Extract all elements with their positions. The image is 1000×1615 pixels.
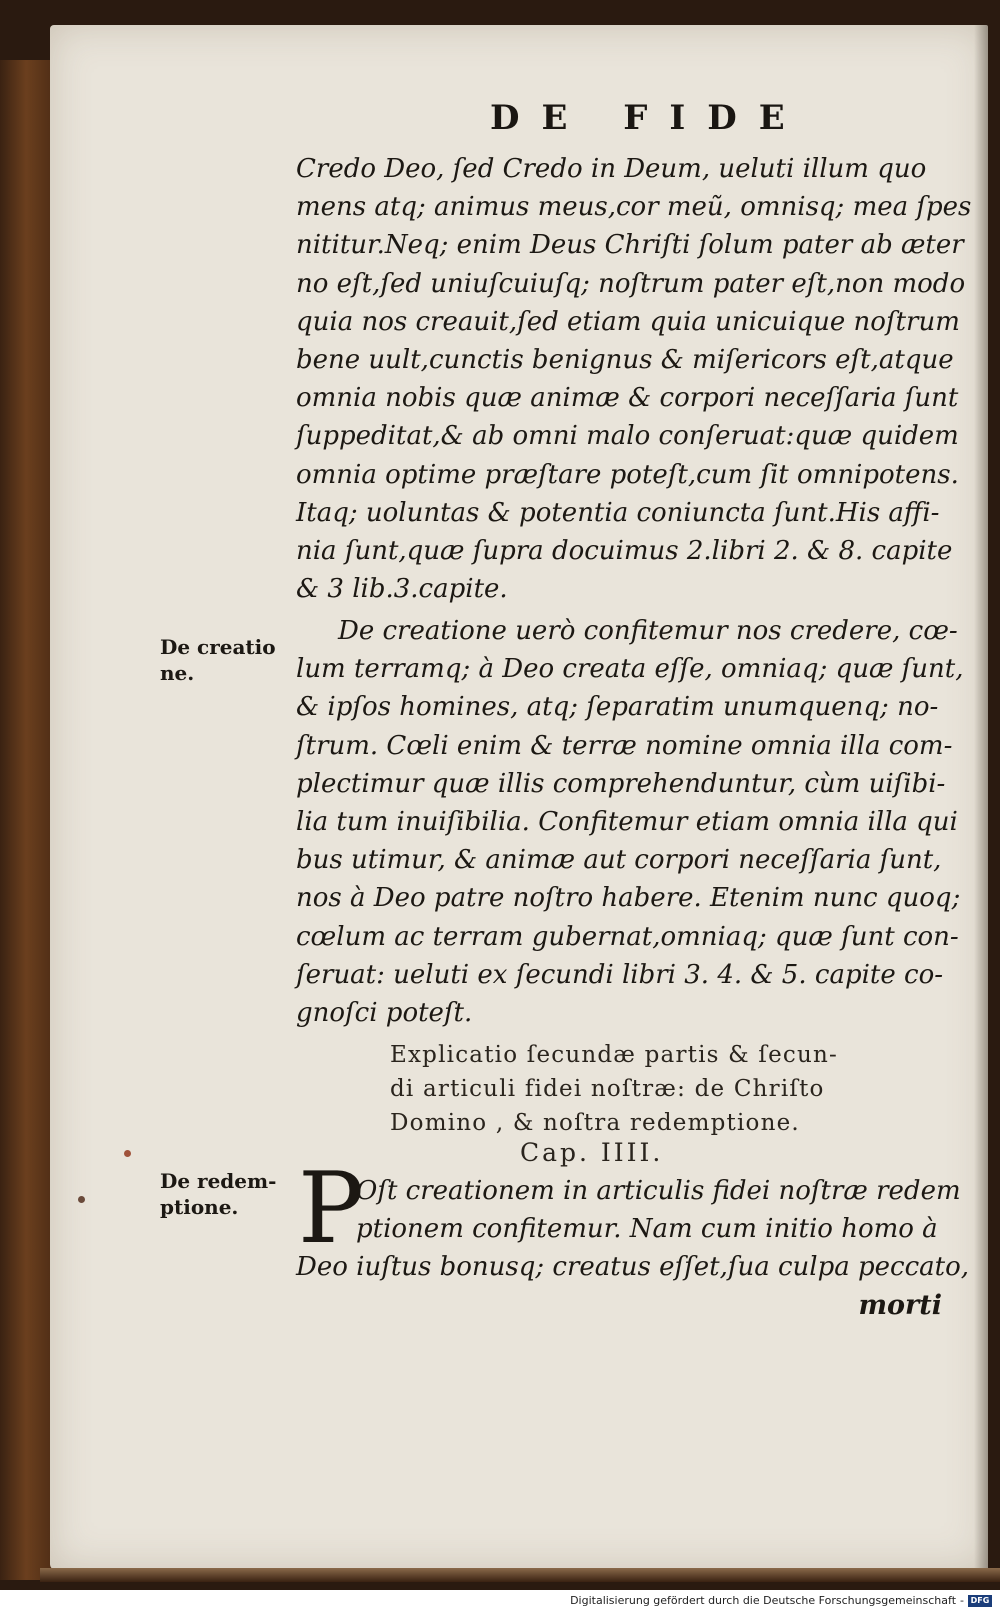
- text-line: Credo Deo, ſed Credo in Deum, ueluti illum quo: [296, 154, 927, 184]
- heading-line: Explicatio ſecundæ partis & ſecun-: [390, 1042, 838, 1068]
- text-line: nos à Deo patre noſtro habere. Etenim nunc quoq;: [296, 883, 961, 914]
- drop-cap: P: [298, 1152, 364, 1266]
- margin-note-line: ne.: [160, 661, 195, 685]
- text-line: bus utimur, & animæ aut corpori neceſſaria ſunt,: [296, 845, 942, 876]
- margin-note-redemption: [160, 1168, 276, 1220]
- catchword: morti: [858, 1290, 942, 1321]
- book-bottom-edge: [40, 1568, 1000, 1582]
- text-line: cœlum ac terram gubernat,omniaq; quæ ſunt con-: [296, 921, 959, 952]
- text-line: Oſt creationem in articulis fidei noſtræ redem: [356, 1176, 961, 1206]
- text-line: lia tum inuiſibilia. Confitemur etiam omnia illa qui: [296, 807, 958, 838]
- text-line: ſtrum. Cœli enim & terræ nomine omnia illa com-: [296, 730, 953, 761]
- text-line: ſuppeditat,& ab omni malo conſeruat:quæ quidem: [296, 421, 959, 452]
- text-line: & 3 lib.3.capite.: [296, 574, 508, 605]
- text-line: nititur.Neq; enim Deus Chriſti ſolum pater ab æter: [296, 230, 964, 261]
- text-line: ptionem confitemur. Nam cum initio homo à: [356, 1214, 938, 1245]
- text-line: omnia nobis quæ animæ & corpori neceſſaria ſunt: [296, 383, 959, 414]
- heading-line: Domino , & noſtra redemptione.: [390, 1110, 800, 1136]
- ink-mark: [124, 1150, 131, 1157]
- text-line: nia ſunt,quæ ſupra docuimus 2.libri 2. & 8. capite: [296, 536, 953, 567]
- text-line: mens atq; animus meus,cor meũ, omnisq; mea ſpes: [296, 192, 972, 223]
- text-line: bene uult,cunctis benignus & miſericors eſt,atque: [296, 345, 954, 376]
- digitization-footer: Digitalisierung gefördert durch die Deutsche Forschungsgemeinschaft - DFG: [570, 1594, 992, 1607]
- running-title: DE FIDE: [490, 98, 807, 138]
- footer-credit: Digitalisierung gefördert durch die Deutsche Forschungsgemeinschaft: [570, 1594, 957, 1607]
- text-line: omnia optime præſtare poteſt,cum ſit omnipotens.: [296, 459, 959, 490]
- ink-mark: [78, 1196, 85, 1203]
- dfg-logo-icon: DFG: [968, 1595, 992, 1607]
- margin-note-line: De creatio: [160, 635, 276, 659]
- chapter-number: Cap. IIII.: [520, 1138, 664, 1167]
- heading-line: di articuli fidei noſtræ: de Chriſto: [390, 1076, 825, 1102]
- chapter-heading: [390, 1038, 870, 1140]
- text-line: De creatione uerò confitemur nos credere, cœ-: [338, 616, 958, 646]
- margin-note-line: ptione.: [160, 1195, 239, 1219]
- page-edge-shadow: [974, 25, 988, 1570]
- paragraph-redemption: [296, 1172, 970, 1287]
- text-line: no eſt,ſed uniuſcuiuſq; noſtrum pater eſt,non modo: [296, 268, 966, 299]
- margin-note-creation: [160, 634, 276, 686]
- text-line: lum terramq; à Deo creata eſſe, omniaq; quæ ſunt,: [296, 654, 964, 685]
- paragraph-creation: [296, 612, 964, 1032]
- text-line: gnoſci poteſt.: [296, 998, 473, 1029]
- text-line: Itaq; uoluntas & potentia coniuncta ſunt.His affi-: [296, 497, 940, 528]
- text-line: Deo iuſtus bonusq; creatus eſſet,ſua culpa peccato,: [296, 1252, 970, 1283]
- paragraph-faith: [296, 150, 972, 608]
- text-line: quia nos creauit,ſed etiam quia unicuique noſtrum: [296, 306, 960, 337]
- text-line: & ipſos homines, atq; ſeparatim unumquenq; no-: [296, 692, 939, 723]
- text-line: ſeruat: ueluti ex ſecundi libri 3. 4. & 5. capite co-: [296, 959, 944, 990]
- text-line: plectimur quæ illis comprehenduntur, cùm uiſibi-: [296, 768, 946, 799]
- margin-note-line: De redem-: [160, 1169, 277, 1193]
